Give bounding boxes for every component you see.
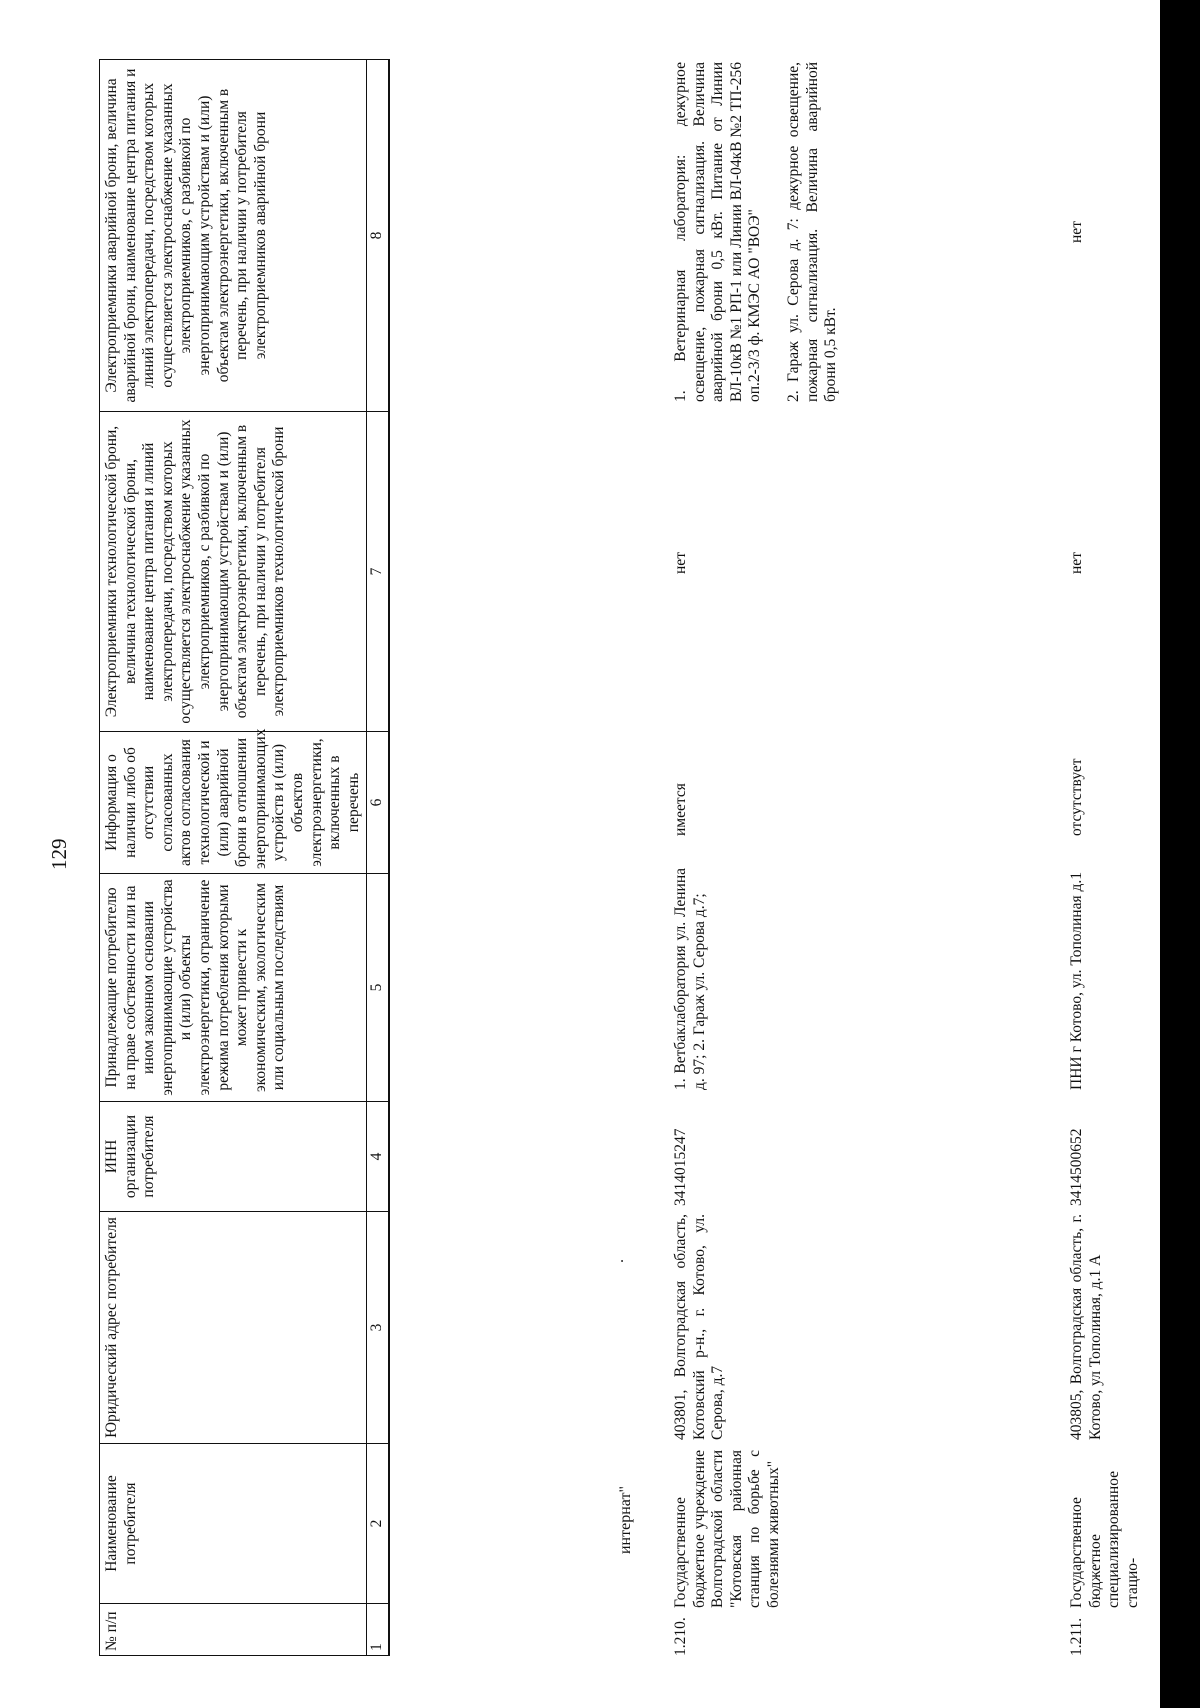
header-col-number: № п/п (100, 1604, 367, 1656)
header-col-name: Наименование потребителя (100, 1444, 367, 1604)
entry-tech-reserve: нет (1068, 552, 1085, 574)
entry-address: 403805, Волгоградская область, г. Котово, ул Тополиная, д.1 А (1068, 1214, 1104, 1440)
entry-devices: ПНИ г Котово, ул. Тополиная д.1 (1068, 872, 1085, 1090)
column-number: 2 (367, 1444, 389, 1604)
page-number: 129 (47, 838, 71, 870)
header-col-inn: ИНН организации потребителя (100, 1102, 367, 1212)
entry-name: Государственное бюджетное учреждение Волгоградской области "Котовская районная станция по борьбе с болезнями животных" (672, 1450, 782, 1608)
entry-number: 1.210. (672, 1617, 689, 1656)
header-col-emergency-reserve: Электроприемники аварийной брони, величина аварийной брони, наименование центра питания и линий электропередачи, посредством которых осуществляется электроснабжение указанных электроприемников, с разбивкой по энергопринимающим устройствам и (или) объектам электроэнергетики, включенным в перечень, при наличии у потребителя электроприемников аварийной брони (100, 60, 367, 412)
header-col-devices: Принадлежащие потребителю на праве собственности или на ином законном основании энергопринимающие устройства и (или) объекты электроэнергетики, ограничение режима потребления которыми может привести к экономическим, экологическим или социальным последствиям (100, 874, 367, 1102)
column-number: 7 (367, 412, 389, 732)
entry-devices: 1. Ветбаклаборатория ул. Ленина д. 97; 2. Гараж ул. Серова д.7; (672, 868, 708, 1090)
entry-inn: 3414015247 (672, 1128, 689, 1206)
entry-address: 403801, Волгоградская область, Котовский р-н., г. Котово, ул. Серова, д.7 (672, 1214, 727, 1440)
column-number-row (367, 60, 389, 1656)
column-number: 3 (367, 1212, 389, 1444)
scan-edge-shadow (1160, 0, 1200, 1708)
header-row (100, 60, 367, 1656)
column-number: 1 (367, 1604, 389, 1656)
entry-tech-reserve: нет (672, 552, 689, 574)
entry-acts: имеется (672, 783, 689, 836)
entry-inn: 3414500652 (1068, 1128, 1085, 1206)
entry-emergency-reserve: нет (1068, 221, 1085, 243)
column-number: 8 (367, 60, 389, 412)
continuation-text: интернат" (617, 1486, 634, 1554)
entry-number: 1.211. (1068, 1617, 1085, 1656)
entry-acts: отсутствует (1068, 758, 1085, 836)
column-number: 4 (367, 1102, 389, 1212)
header-col-address: Юридический адрес потребителя (100, 1212, 367, 1444)
stray-dot: . (610, 1259, 627, 1263)
emergency-item: 1. Ветеринарная лаборатория: дежурное освещение, пожарная сигнализация. Величина аварийной брони 0,5 кВт. Питание от Линии ВЛ-10кВ №1 РП-1 или Линии ВЛ-04кВ №2 ТП-256 оп.2-3/3 ф. КМЭС АО "ВОЭ" (672, 62, 764, 402)
entry-name: Государственное бюджетное специализированное стацио- (1068, 1470, 1141, 1608)
column-number: 6 (367, 732, 389, 874)
column-number: 5 (367, 874, 389, 1102)
header-col-tech-reserve: Электроприемники технологической брони, величина технологической брони, наименование центра питания и линий электропередачи, посредством которых осуществляется электроснабжение указанных электроприемников, с разбивкой по энергопринимающим устройствам и (или) объектам электроэнергетики, включенным в перечень, при наличии у потребителя электроприемников технологической брони (100, 412, 367, 732)
entry-emergency-reserve (672, 62, 841, 402)
register-table (99, 59, 390, 1656)
emergency-item: 2. Гараж ул. Серова д. 7: дежурное освещение, пожарная сигнализация. Величина аварийной брони 0,5 кВт. (784, 62, 840, 402)
header-col-acts: Информация о наличии либо об отсутствии согласованных актов согласования технологической и (или) аварийной брони в отношении энергопринимающих устройств и (или) объектов электроэнергетики, включенных в перечень (100, 732, 367, 874)
